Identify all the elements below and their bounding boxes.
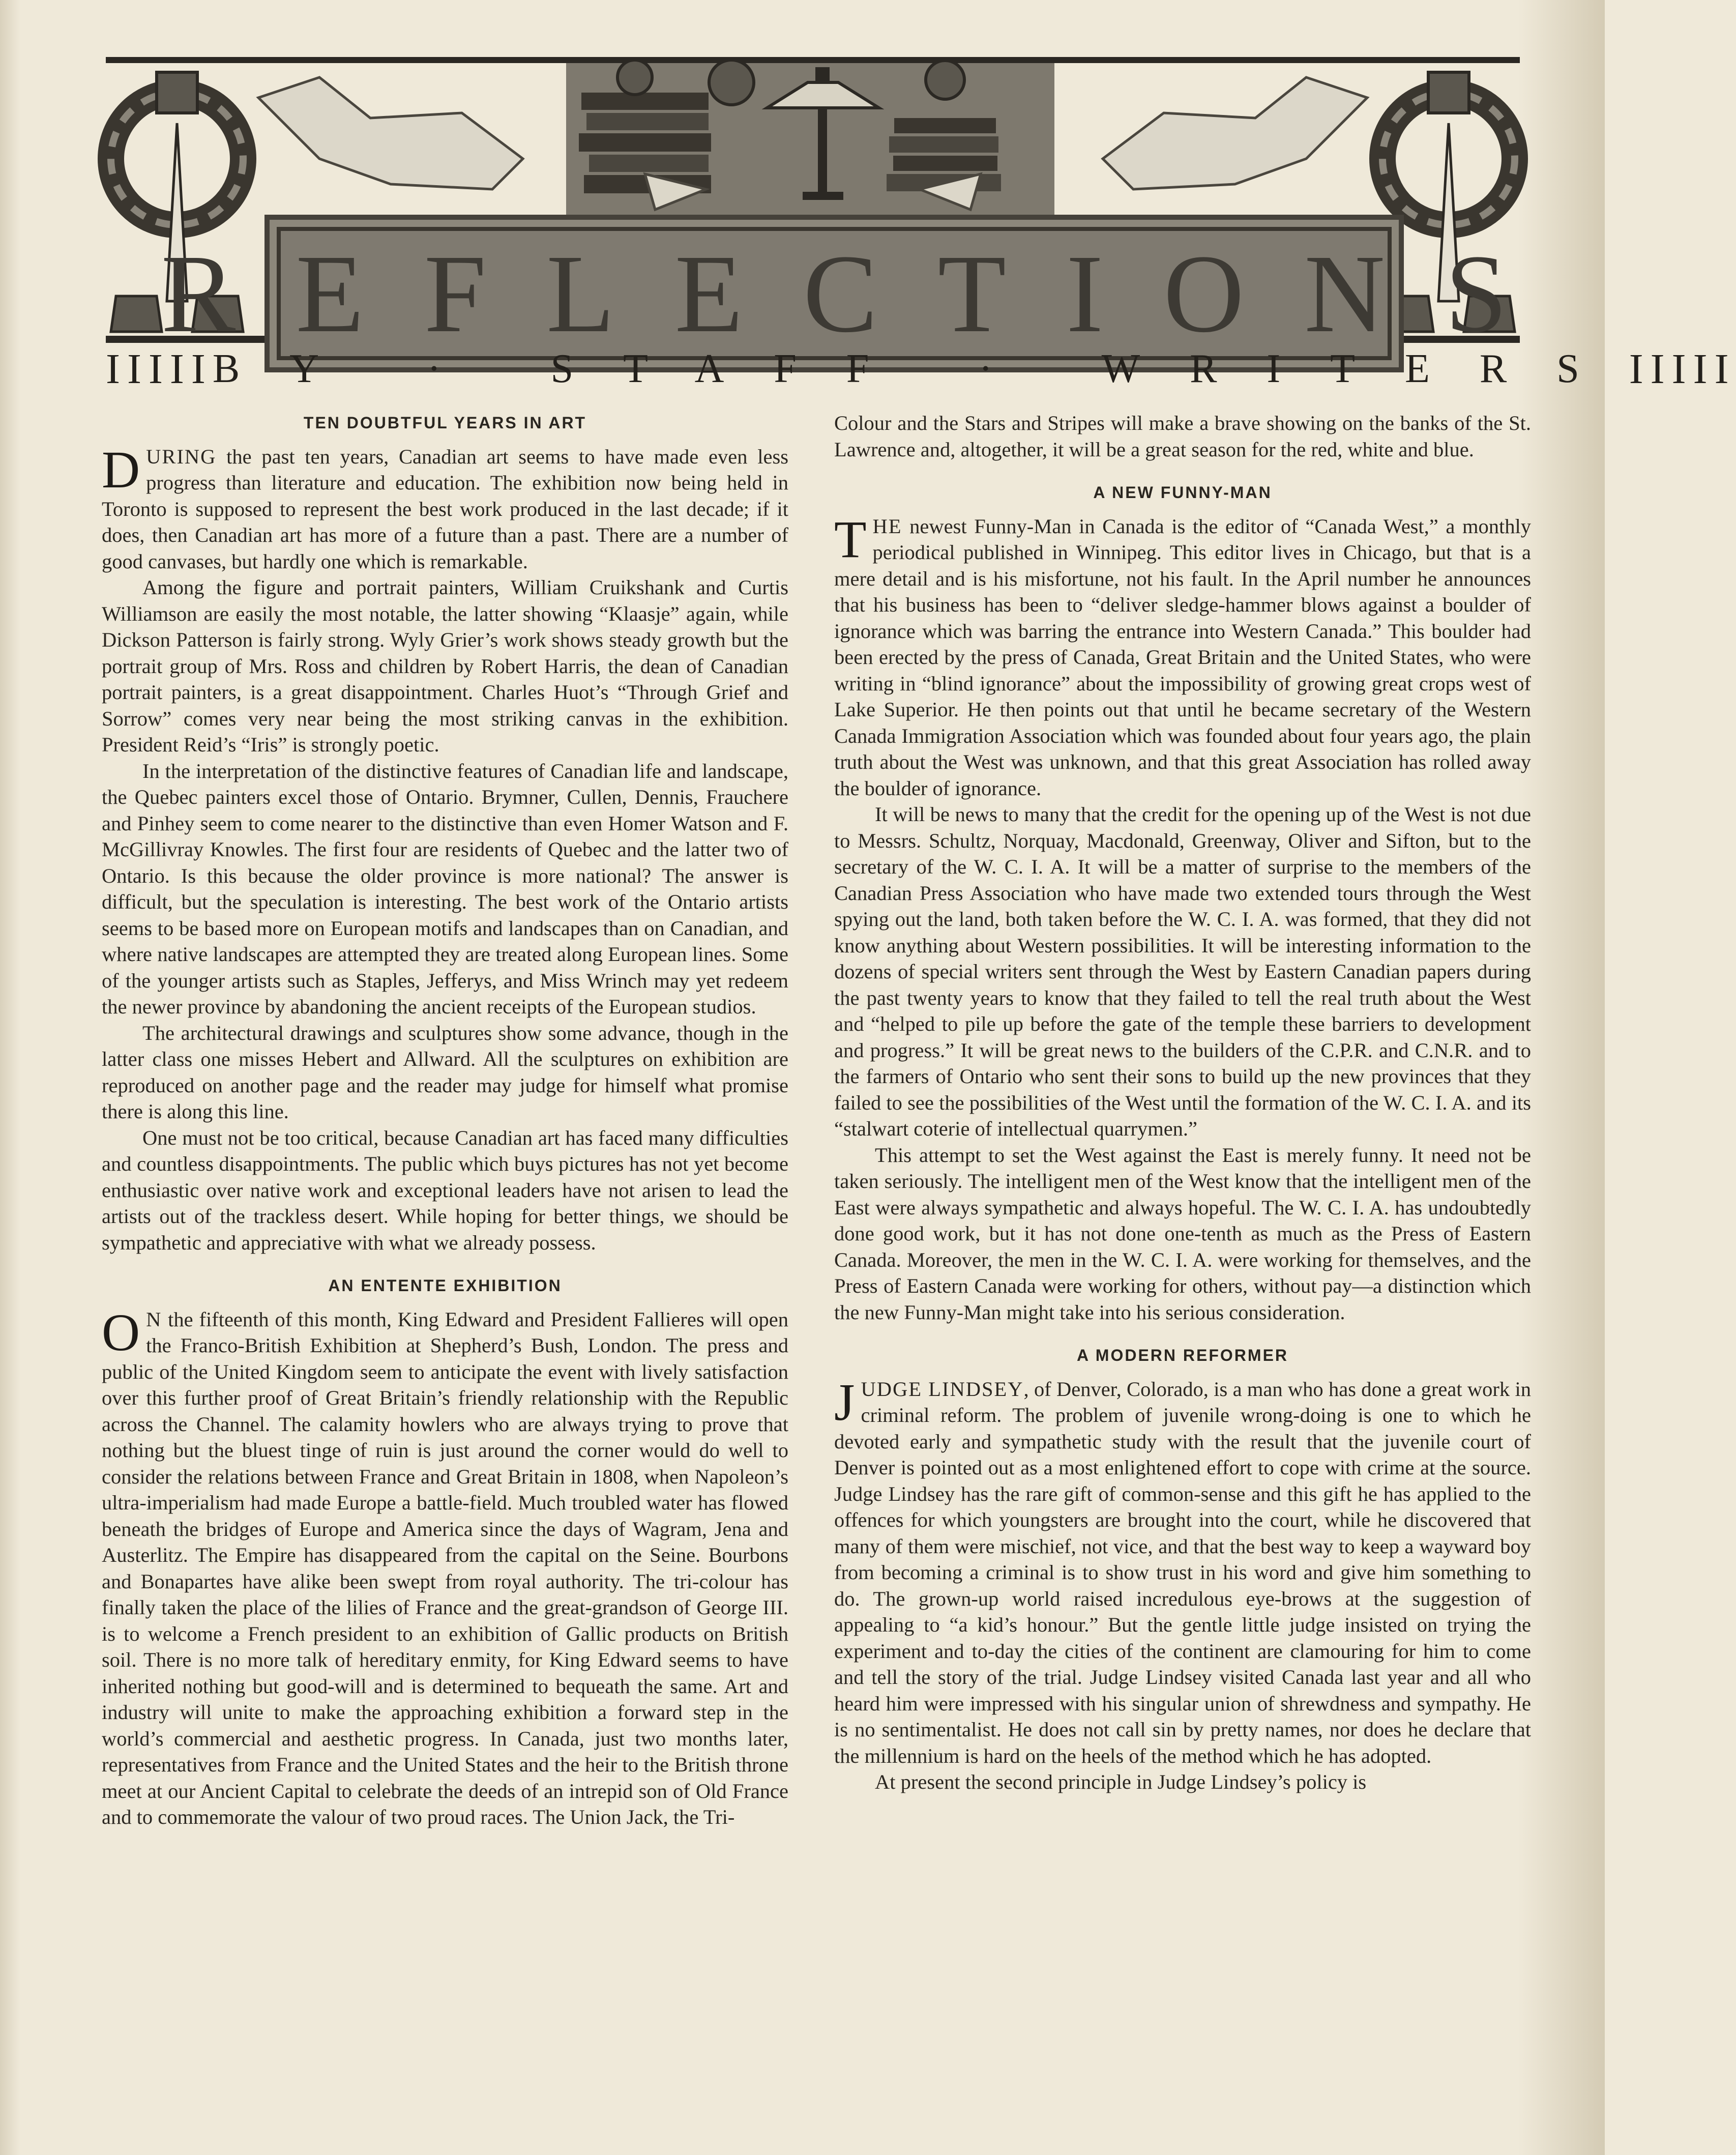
tally-marks-right: IIIII bbox=[1629, 345, 1736, 393]
paragraph-text: , of Denver, Colorado, is a man who has done a great work in criminal reform. The problem of juvenile wrong-doing is one to which he devoted early and sympathetic study with the result that the juvenile court of Denver is pointed out as a most enlightened effort to cope with crime at the source. Judge Lindsey has the rare gift of common-sense and this gift he has applied to the offences for which youngsters are brought into the court, while he discovered that many of them were mischief, not vice, and that the best way to keep a wayward boy from becoming a criminal is to show trust in his word and give him something to do. The grown-up world raised incredulous eye-brows at the suggestion of appealing to “a kid’s honour.” But the gentle little judge insisted on trying the experiment and to-day the cities of the continent are clamouring for him to come and tell the story of the trial. Judge Lindsey visited Canada last year and all who heard him were impressed with his singular union of shrewdness and sympathy. He is no sentimentalist. He does not call sin by pretty names, nor does he declare that the millennium is hard on the heels of the method which he has adopted. bbox=[834, 1377, 1531, 1767]
article-entente bbox=[102, 1273, 788, 1830]
byline-bar bbox=[106, 345, 1736, 393]
article-heading: A MODERN REFORMER bbox=[1076, 1346, 1289, 1364]
article-paragraph bbox=[102, 440, 788, 575]
header-banner bbox=[106, 57, 1568, 356]
tally-marks-left: IIIII bbox=[106, 345, 213, 393]
drop-cap: J bbox=[834, 1373, 855, 1432]
article-paragraph: One must not be too critical, because Canadian art has faced many difficulties and countless disappointments. The public which buys pictures has not yet become enthusiastic over native work and exceptional leaders have not arisen to lead the artists out of the trackless desert. While hoping for better things, we should be sympathetic and appreciative with what we already possess. bbox=[102, 1126, 788, 1254]
article-paragraph bbox=[834, 510, 1531, 802]
article-heading: AN ENTENTE EXHIBITION bbox=[328, 1276, 562, 1295]
drop-cap: O bbox=[102, 1303, 140, 1362]
article-reformer bbox=[834, 1343, 1531, 1795]
lead-word: HE bbox=[872, 514, 902, 538]
lead-word: URING bbox=[146, 445, 217, 468]
article-paragraph: At present the second principle in Judge Lindsey’s policy is bbox=[875, 1770, 1367, 1793]
column-right bbox=[834, 410, 1531, 1795]
lead-word: N bbox=[146, 1307, 162, 1331]
article-heading: A NEW FUNNY-MAN bbox=[1093, 483, 1272, 502]
drop-cap: T bbox=[834, 510, 867, 569]
article-heading: TEN DOUBTFUL YEARS IN ART bbox=[303, 414, 587, 432]
article-funny-man bbox=[834, 480, 1531, 1325]
byline: BY · STAFF · WRITERS bbox=[212, 346, 1629, 391]
article-paragraph: The architectural drawings and sculptures show some advance, though in the latter class one misses Hebert and Allward. All the sculptures on exhibition are reproduced on another page and the reader may judge for himself what promise there is along this line. bbox=[102, 1021, 788, 1123]
article-paragraph bbox=[834, 1373, 1531, 1769]
column-left bbox=[102, 410, 788, 1830]
article-paragraph: This attempt to set the West against the East is merely funny. It need not be taken seriously. The intelligent men of the West know that the intelligent men of the East were always sympathetic and always hopeful. The W. C. I. A. has undoubtedly done good work, but it has not done one-tenth as much as the Press of Eastern Canada. Moreover, the men in the W. C. I. A. were working for themselves, and the Press of Eastern Canada were working for others, without pay—a distinction which the new Funny-Man might take into his serious consideration. bbox=[834, 1143, 1531, 1324]
paragraph-text: the fifteenth of this month, King Edward and President Fallieres will open the Franco-British Exhibition at Shepherd’s Bush, London. The press and public of the United Kingdom seem to anticipate the event with lively satisfaction over this further proof of Great Britain’s friendly relationship with the Republic across the Channel. The calamity howlers who are always trying to prove that nothing but the bluest tinge of ruin is just around the corner would do well to consider the relations between France and Great Britain in 1808, when Napoleon’s ultra-imperialism had made Europe a battle-field. Much troubled water has flowed beneath the bridges of Europe and America since the days of Wagram, Jena and Austerlitz. The Empire has disappeared from the capital on the Seine. Bourbons and Bonapartes have alike been swept from royal authority. The tri-colour has finally taken the place of the lilies of France and the great-grandson of George III. is to welcome a French president to an exhibition of Gallic products on British soil. There is no more talk of hereditary enmity, for King Edward seems to have inherited nothing but good-will and is determined to bequeath the same. Art and industry will unite to make the approaching exhibition a forward step in the world’s commercial and aesthetic progress. In Canada, just two months later, representatives from France and the United States and the heir to the British throne meet at our Ancient Capital to celebrate the deeds of an intrepid son of Old France and to commemorate the valour of two proud races. The Union Jack, the Tri- bbox=[102, 1307, 788, 1828]
paragraph-text: the past ten years, Canadian art seems to have made even less progress than literature and education. The exhibition now being held in Toronto is supposed to represent the best work produced in the last decade; if it does, then Canadian art has more of a future than a past. There are a number of good canvases, but hardly one which is remarkable. bbox=[102, 445, 788, 573]
lead-word: UDGE LINDSEY bbox=[861, 1377, 1024, 1401]
article-paragraph: It will be news to many that the credit for the opening up of the West is not due to Messrs. Schultz, Norquay, Macdonald, Greenway, Oliver and Sifton, but to the secretary of the W. C. I. A. It will be a matter of surprise to the members of the Canadian Press Association who have made two extended tours through the West spying out the land, both taken before the W. C. I. A. was formed, that they did not know anything about Western possibilities. It will be interesting information to the dozens of special writers sent through the West by Eastern Canadian papers during the past twenty years to know that they failed to tell the real truth about the West and “helped to pile up before the gate of the temple these barriers to development and progress.” It will be great news to the builders of the C.P.R. and C.N.R. and to the farmers of Ontario who sent their sons to build up the new provinces that they failed to see the possibilities of the West until the formation of the W. C. I. A. and its “stalwart coterie of intellectual quarrymen.” bbox=[834, 803, 1531, 1140]
paragraph-text: newest Funny-Man in Canada is the editor of “Canada West,” a monthly periodical published in Winnipeg. This editor lives in Chicago, but that is a mere detail and is his misfortune, not his fault. In the April number he announces that his business has been to “deliver sledge-hammer blows against a boulder of ignorance which was barring the entrance into Western Canada.” This boulder had been erected by the press of Canada, Great Britain and the United States, who were writing in “blind ignorance” about the impossibility of growing great crops west of Lake Superior. He then points out that until he became secretary of the Western Canada Immigration Association which was founded about four years ago, the plain truth about the West was unknown, and that this great Association has rolled away the boulder of ignorance. bbox=[834, 514, 1531, 800]
page-title: REFLECTIONS bbox=[161, 231, 1568, 356]
article-paragraph: Among the figure and portrait painters, William Cruikshank and Curtis Williamson are easily the most notable, the latter showing “Klaasje” again, while Dickson Patterson is fairly strong. Wyly Grier’s work shows steady growth but the portrait group of Mrs. Ross and children by Robert Harris, the dean of Canadian portrait painters, is a great disappointment. Charles Huot’s “Through Grief and Sorrow” comes very near being the most striking canvas in the exhibition. President Reid’s “Iris” is strongly poetic. bbox=[102, 576, 788, 756]
page-edge-left bbox=[0, 0, 20, 2155]
article-art bbox=[102, 410, 788, 1256]
article-paragraph bbox=[102, 1303, 788, 1830]
article-paragraph: In the interpretation of the distinctive features of Canadian life and landscape, the Quebec painters excel those of Ontario. Brymner, Cullen, Dennis, Frauchere and Pinhey seem to come nearer to the distinctive than even Homer Watson and F. McGillivray Knowles. The first four are residents of Quebec and the latter two of Ontario. Is this because the older province is more national? The answer is difficult, but the speculation is interesting. The best work of the Ontario artists seems to be based more on European motifs and landscapes than on Canadian, and where native landscapes are attempted they are treated along European lines. Some of the younger artists such as Staples, Jefferys, and Miss Wrinch may yet redeem the newer province by abandoning the ancient receipts of the European studios. bbox=[102, 759, 788, 1018]
article-continuation: Colour and the Stars and Stripes will make a brave showing on the banks of the St. Lawrence and, altogether, it will be a great season for the red, white and blue. bbox=[834, 412, 1531, 461]
drop-cap: D bbox=[102, 440, 140, 499]
